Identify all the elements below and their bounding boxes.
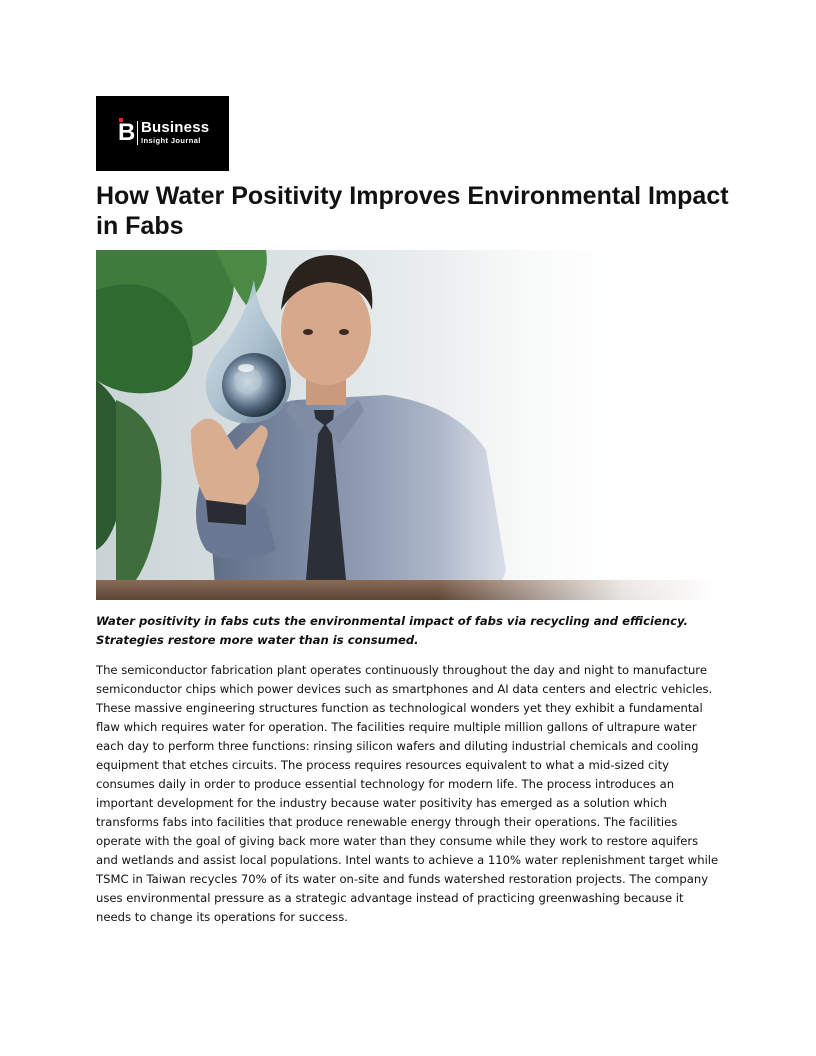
logo-tagline: Insight Journal [141,136,201,145]
image-caption: Water positivity in fabs cuts the environmental impact of fabs via recycling and efficiency. Strategies restore more water than is consumed. [96,614,688,647]
brand-logo [96,96,229,171]
article-title: How Water Positivity Improves Environmental Impact in Fabs [96,182,729,240]
logo-divider [137,121,138,145]
article-body: The semiconductor fabrication plant operates continuously throughout the day and night to manufacture semiconductor chips which power devices such as smartphones and AI data centers and electric vehicles. These massive engineering structures function as technological wonders yet they exhibit a fundamental flaw which requires water for operation. The facilities require multiple million gallons of ultrapure water each day to perform three functions: rinsing silicon wafers and diluting industrial chemicals and cooling equipment that etches circuits. The process requires resources equivalent to what a mid-sized city consumes daily in order to produce essential technology for modern life. The process introduces an important development for the industry because water positivity has emerged as a solution which transforms fabs into facilities that produce renewable energy through their operations. The facilities operate with the goal of giving back more water than they consume while they work to restore aquifers and wetlands and assist local populations. Intel wants to achieve a 110% water replenishment target while TSMC in Taiwan recycles 70% of its water on-site and funds watershed restoration projects. The company uses environmental pressure as a strategic advantage instead of practicing greenwashing because it needs to change its operations for success. [96,663,719,924]
logo-wordmark: Business [141,119,210,136]
logo-mark: B [118,119,136,146]
hero-image [96,250,716,600]
